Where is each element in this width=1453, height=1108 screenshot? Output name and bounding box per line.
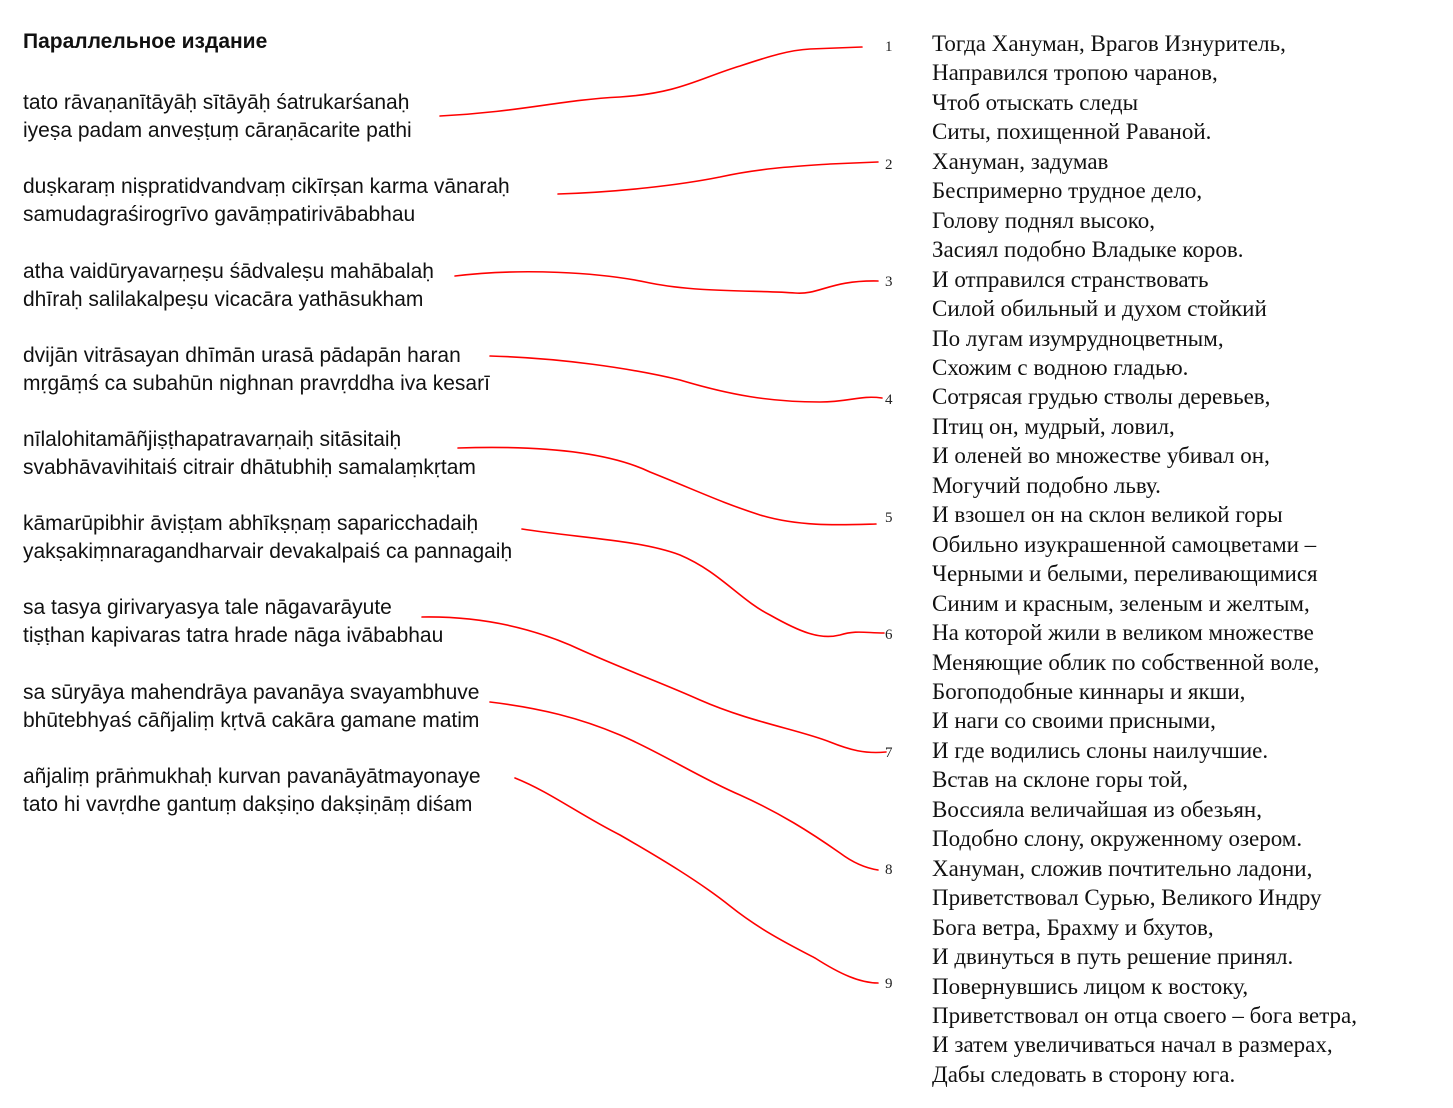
translation-line: Птиц он, мудрый, ловил, <box>932 413 1175 439</box>
verse-number-5: 5 <box>885 510 893 526</box>
source-verse-line: samudagraśirogrīvo gavāṃpatirivābabhau <box>23 203 416 226</box>
translation-line: Силой обильный и духом стойкий <box>932 296 1267 322</box>
source-verse-line: atha vaidūryavarṇeṣu śādvaleṣu mahābalaḥ <box>23 260 434 283</box>
source-verse-line: svabhāvavihitaiś citrair dhātubhiḥ samalaṃkṛtam <box>23 456 476 479</box>
translation-line: Приветствовал Сурью, Великого Индру <box>932 885 1322 911</box>
translation-line: Хануман, сложив почтительно ладони, <box>932 855 1313 881</box>
translation-line: Ситы, похищенной Раваной. <box>932 119 1212 145</box>
translation-line: Тогда Хануман, Врагов Изнуритель, <box>932 31 1286 56</box>
source-verse-2 <box>23 173 510 229</box>
source-verse-line: dhīraḥ salilakalpeṣu vicacāra yathāsukham <box>23 288 424 311</box>
source-verse-line: nīlalohitamāñjiṣṭhapatravarṇaiḥ sitāsitaiḥ <box>23 428 402 451</box>
translation-line: Могучий подобно льву. <box>932 472 1161 498</box>
source-verse-4 <box>23 342 490 398</box>
translation-line: Дабы следовать в сторону юга. <box>932 1061 1236 1087</box>
verse-number-7: 7 <box>885 745 893 761</box>
page-title: Параллельное издание <box>23 30 268 53</box>
translation-line: Воссияла величайшая из обезьян, <box>932 796 1262 822</box>
translation-line: Черными и белыми, переливающимися <box>932 561 1318 587</box>
translation-line: Схожим с водною гладью. <box>932 354 1189 380</box>
connector-line-3 <box>455 272 878 293</box>
translation-line: Меняющие облик по собственной воле, <box>932 649 1320 675</box>
source-verse-9 <box>23 763 481 819</box>
source-verse-line: iyeṣa padam anveṣṭuṃ cāraṇācarite pathi <box>23 119 412 142</box>
translation-line: Приветствовал он отца своего – бога ветра, <box>932 1002 1357 1028</box>
source-verse-line: mṛgāṃś ca subahūn nighnan pravṛddha iva kesarī <box>23 372 490 395</box>
verse-number-4: 4 <box>885 392 893 408</box>
connector-line-9 <box>515 778 878 983</box>
verse-number-3: 3 <box>885 274 893 290</box>
translation-line: И отправился странствовать <box>932 266 1209 292</box>
verse-number-8: 8 <box>885 862 893 878</box>
source-verse-7 <box>23 594 443 650</box>
translation-line: Направился тропою чаранов, <box>932 60 1218 86</box>
translation-line: Встав на склоне горы той, <box>932 767 1188 793</box>
source-verse-8 <box>23 679 479 735</box>
translation-line: Синим и красным, зеленым и желтым, <box>932 590 1310 616</box>
connector-line-7 <box>422 617 886 753</box>
translation-line: Сотрясая грудью стволы деревьев, <box>932 384 1271 410</box>
translation-line: Засиял подобно Владыке коров. <box>932 237 1244 263</box>
source-verse-line: bhūtebhyaś cāñjaliṃ kṛtvā cakāra gamane matim <box>23 709 480 732</box>
source-verse-line: tato hi vavṛdhe gantuṃ dakṣiṇo dakṣiṇāṃ diśam <box>23 793 473 816</box>
translation-line: И двинуться в путь решение принял. <box>932 944 1294 970</box>
source-verse-1 <box>23 89 412 145</box>
translation-line: И затем увеличиваться начал в размерах, <box>932 1032 1333 1058</box>
translation-line: И оленей во множестве убивал он, <box>932 443 1270 469</box>
translation-line: Голову поднял высоко, <box>932 207 1156 233</box>
source-verse-line: tiṣṭhan kapivaras tatra hrade nāga ivābabhau <box>23 624 444 647</box>
translation-line: По лугам изумрудноцветным, <box>932 325 1224 351</box>
source-verse-line: sa tasya girivaryasya tale nāgavarāyute <box>23 596 392 619</box>
translation-line: На которой жили в великом множестве <box>932 620 1314 646</box>
source-verse-line: añjaliṃ prāṅmukhaḥ kurvan pavanāyātmayonaye <box>23 765 481 788</box>
source-verse-line: dvijān vitrāsayan dhīmān urasā pādapān haran <box>23 344 461 367</box>
verse-number-2: 2 <box>885 157 893 173</box>
connector-line-1 <box>440 47 862 116</box>
translation-line: Чтоб отыскать следы <box>932 89 1139 115</box>
connector-line-2 <box>558 162 878 194</box>
verse-number-9: 9 <box>885 976 893 992</box>
source-verse-3 <box>23 258 434 314</box>
translation-line: Беспримерно трудное дело, <box>932 178 1203 204</box>
source-verse-line: kāmarūpibhir āviṣṭam abhīkṣṇaṃ saparicchadaiḥ <box>23 512 479 535</box>
translation-line: Богоподобные киннары и якши, <box>932 678 1246 704</box>
translation-line: И взошел он на склон великой горы <box>932 502 1283 528</box>
source-verse-line: yakṣakiṃnaragandharvair devakalpaiś ca pannagaiḥ <box>23 540 513 563</box>
source-verse-6 <box>23 510 512 566</box>
source-verse-5 <box>23 426 476 482</box>
connector-line-8 <box>490 702 878 870</box>
connector-line-6 <box>522 529 884 636</box>
verse-number-1: 1 <box>885 39 893 55</box>
translation-line: Повернувшись лицом к востоку, <box>932 973 1249 999</box>
source-verse-line: duṣkaraṃ niṣpratidvandvaṃ cikīrṣan karma vānaraḥ <box>23 175 510 198</box>
translation-line: Подобно слону, окруженному озером. <box>932 826 1303 852</box>
translation-line: Хануман, задумав <box>932 148 1109 174</box>
translation-line: И где водились слоны наилучшие. <box>932 737 1269 763</box>
translation-line: И наги со своими присными, <box>932 708 1216 734</box>
verse-number-6: 6 <box>885 627 893 643</box>
translation-line: Бога ветра, Брахму и бхутов, <box>932 914 1214 940</box>
translation-line: Обильно изукрашенной самоцветами – <box>932 531 1317 557</box>
source-verse-line: tato rāvaṇanītāyāḥ sītāyāḥ śatrukarśanaḥ <box>23 91 410 114</box>
connector-line-5 <box>458 447 876 524</box>
source-verse-line: sa sūryāya mahendrāya pavanāya svayambhuve <box>23 681 480 704</box>
translation-column <box>932 29 1357 1089</box>
connector-line-4 <box>490 356 882 402</box>
